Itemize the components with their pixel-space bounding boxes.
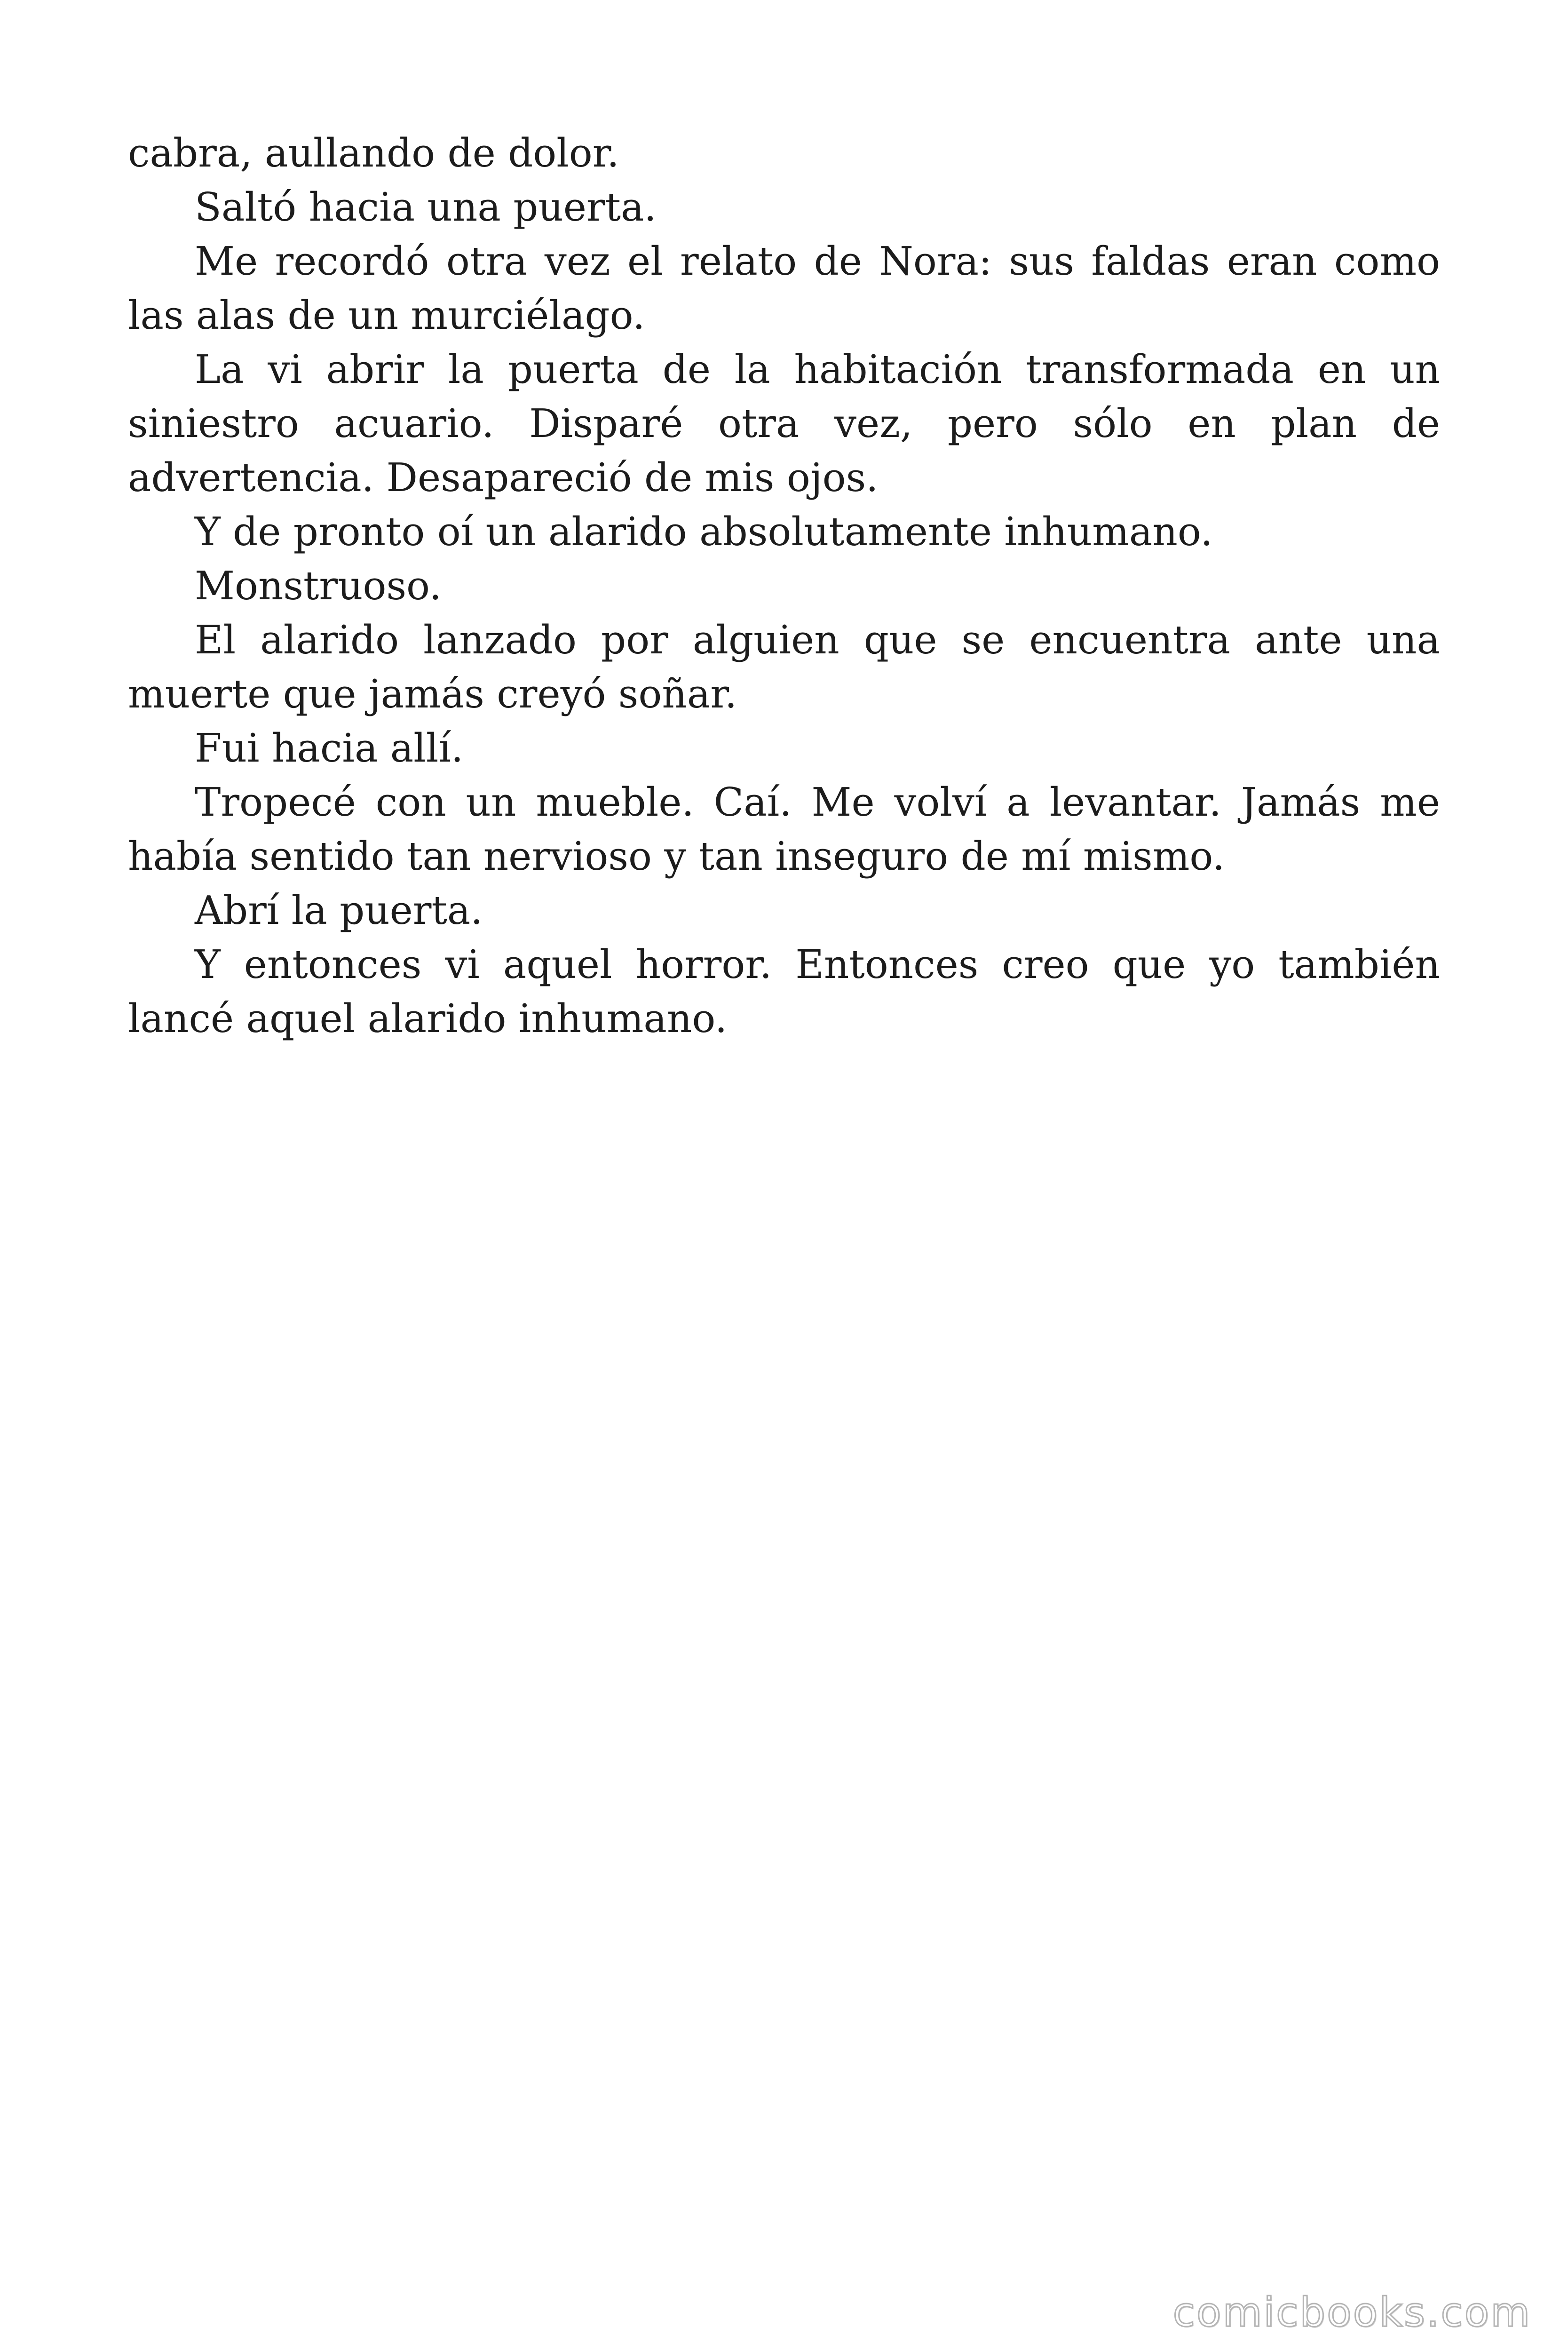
paragraph-8: Fui hacia allí. [195,725,464,771]
paragraph-3: Me recordó otra vez el relato de Nora: sus faldas eran como las alas de un murciélago. [128,238,1440,338]
paragraph-1: cabra, aullando de dolor. [128,130,619,176]
page-body [128,126,1440,1046]
paragraph-7: El alarido lanzado por alguien que se encuentra ante una muerte que jamás creyó soñar. [128,617,1440,717]
paragraph-4: La vi abrir la puerta de la habitación transformada en un siniestro acuario. Disparé otra vez, pero sólo en plan de advertencia. Desapareció de mis ojos. [128,347,1440,501]
paragraph-9: Tropecé con un mueble. Caí. Me volví a levantar. Jamás me había sentido tan nervioso y tan inseguro de mí mismo. [128,779,1440,879]
paragraph-10: Abrí la puerta. [195,888,483,933]
paragraph-11: Y entonces vi aquel horror. Entonces creo que yo también lancé aquel alarido inhumano. [128,942,1440,1041]
watermark: comicbooks.com [1172,2289,1531,2336]
paragraph-6: Monstruoso. [195,563,442,609]
paragraph-2: Saltó hacia una puerta. [195,184,657,230]
paragraph-5: Y de pronto oí un alarido absolutamente inhumano. [195,509,1213,555]
